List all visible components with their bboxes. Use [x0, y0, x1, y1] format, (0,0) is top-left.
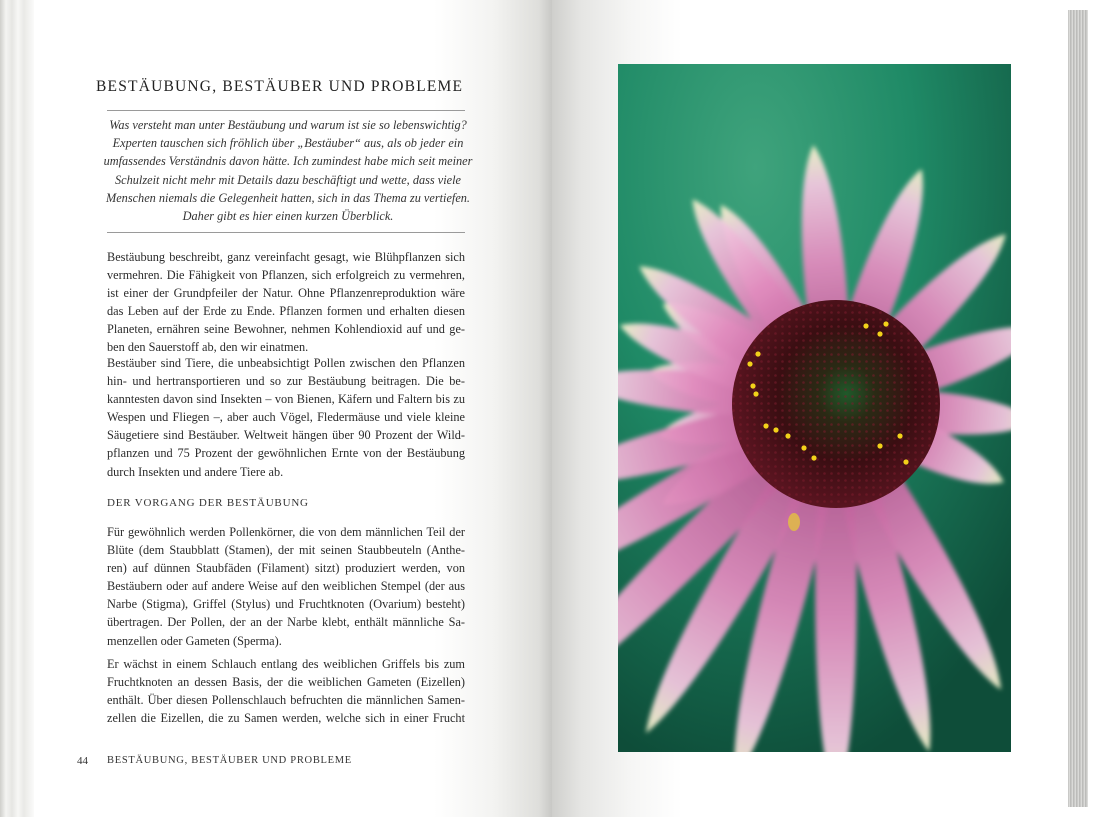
intro-line: Schulzeit nicht mehr mit Details dazu beschäftigt und wette, dass viele: [115, 172, 461, 187]
intro-line: Experten tauschen sich fröhlich über „Bestäuber“ aus, als ob jeder ein: [112, 136, 464, 151]
right-page-edges: [1066, 0, 1100, 817]
text-line: hin- und hertransportieren und so zur Bestäubung beitragen. Die be-: [107, 374, 465, 389]
text-line: pflanzen und 75 Prozent der gewöhnlichen Ernte von der Bestäubung: [107, 446, 465, 461]
text-line: Säugetiere sind Bestäuber. Weltweit hängen über 90 Prozent der Wild-: [107, 428, 465, 443]
text-line: Narbe (Stigma), Griffel (Stylus) und Fruchtknoten (Ovarium) besteht): [107, 597, 465, 612]
intro-line: Daher gibt es hier einen kurzen Überblick.: [182, 209, 394, 224]
text-line: Fruchtknoten an dessen Basis, der die weiblichen Gameten (Eizellen): [107, 675, 465, 690]
intro-rule-bottom: [107, 232, 465, 233]
paragraph-2: [107, 354, 465, 481]
text-line: Bestäuber sind Tiere, die unbeabsichtigt Pollen zwischen den Pflanzen: [107, 356, 465, 370]
left-page-edges: [0, 0, 34, 817]
text-line: Wespen und Fliegen –, aber auch Vögel, Fledermäuse und viele kleine: [107, 410, 465, 425]
text-line: Blüte (dem Staubblatt (Stamen), der mit seinen Staubbeuteln (Anthe-: [107, 543, 465, 558]
intro-text: [94, 116, 482, 225]
text-line: zellen die Eizellen, die zu Samen werden, welche sich in einer Frucht: [107, 711, 465, 726]
paragraph-4: [107, 655, 465, 727]
text-line: Planeten, ernähren seine Bewohner, nehmen Kohlendioxid auf und ge-: [107, 322, 465, 337]
text-line: Er wächst in einem Schlauch entlang des weiblichen Griffels bis zum: [107, 657, 465, 671]
intro-line: Menschen niemals die Gelegenheit hatten, sich in das Thema zu vertiefen.: [105, 190, 471, 205]
text-line: Für gewöhnlich werden Pollenkörner, die von dem männlichen Teil der: [107, 525, 465, 539]
intro-line: Was versteht man unter Bestäubung und warum ist sie so lebenswichtig?: [109, 118, 467, 132]
title-rule-top: [107, 110, 465, 111]
section-subheading: DER VORGANG DER BESTÄUBUNG: [107, 497, 309, 509]
running-title: BESTÄUBUNG, BESTÄUBER UND PROBLEME: [107, 755, 352, 766]
echinacea-flower-photo: [618, 64, 1011, 752]
page-number: 44: [77, 755, 88, 767]
paragraph-1: [107, 248, 465, 357]
intro-line: umfassendes Verständnis davon hätte. Ich zumindest habe mich seit meiner: [103, 154, 473, 169]
page-title: BESTÄUBUNG, BESTÄUBER UND PROBLEME: [96, 78, 464, 95]
text-line: übertragen. Der Pollen, der an der Narbe klebt, enthält männliche Sa-: [107, 615, 465, 630]
text-line: enthält. Über diesen Pollenschlauch befruchten die männlichen Samen-: [107, 693, 465, 708]
text-line: menzellen oder Gameten (Sperma).: [107, 633, 282, 648]
text-line: Bestäubern oder auf andere Weise auf den weiblichen Stempel (der aus: [107, 579, 465, 594]
text-line: durch Insekten und andere Tiere ab.: [107, 464, 284, 479]
text-line: ren) auf dünnen Staubfäden (Filament) sitzt) produziert werden, von: [107, 561, 465, 576]
text-line: das Leben auf der Erde zu Ende. Pflanzen formen und erhalten diesen: [107, 304, 465, 319]
text-line: ist einer der Grundpfeiler der Natur. Ohne Pflanzenreproduktion wäre: [107, 286, 465, 301]
text-line: vermehren. Die Fähigkeit von Pflanzen, sich erfolgreich zu vermehren,: [107, 268, 465, 283]
paragraph-3: [107, 523, 465, 650]
text-line: Bestäubung beschreibt, ganz vereinfacht gesagt, wie Blühpflanzen sich: [107, 250, 465, 264]
text-line: kanntesten davon sind Insekten – von Bienen, Käfern und Faltern bis zu: [107, 392, 465, 407]
text-line: ben den Sauerstoff ab, den wir einatmen.: [107, 340, 309, 355]
